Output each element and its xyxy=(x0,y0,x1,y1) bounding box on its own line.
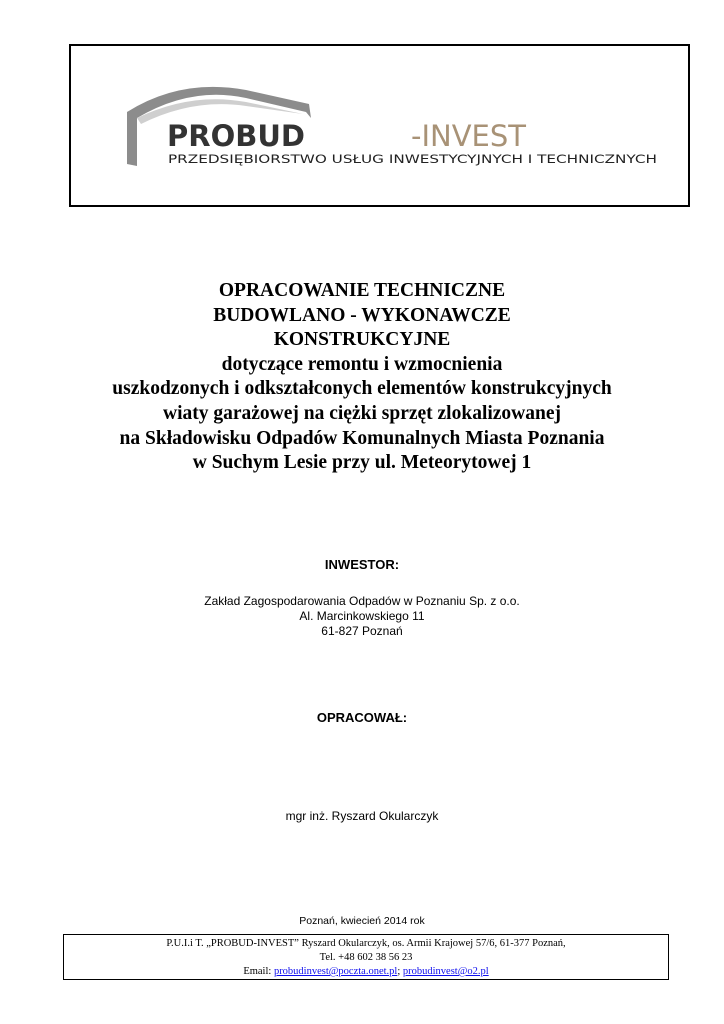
brand-accent-text: -INVEST xyxy=(411,119,526,153)
email-separator: ; xyxy=(397,966,403,977)
investor-street: Al. Marcinkowskiego 11 xyxy=(299,609,425,623)
title-line: OPRACOWANIE TECHNICZNE xyxy=(218,280,506,301)
place-date: Poznań, kwiecień 2014 rok xyxy=(299,915,425,927)
title-line: KONSTRUKCYJNE xyxy=(273,329,451,351)
footer-email-line xyxy=(64,965,668,979)
title-line: dotyczące remontu i wzmocnienia xyxy=(221,353,503,375)
author-name: mgr inż. Ryszard Okularczyk xyxy=(285,809,439,823)
investor-name: Zakład Zagospodarowania Odpadów w Poznaniu Sp. z o.o. xyxy=(204,594,520,608)
title-line: na Składowisku Odpadów Komunalnych Miasta Poznania xyxy=(119,427,605,449)
brand-dark-text: PROBUD xyxy=(167,119,305,153)
email-link-onet[interactable]: probudinvest@poczta.onet.pl xyxy=(273,966,398,977)
document-title xyxy=(40,279,684,476)
email-label: Email: xyxy=(243,966,274,977)
footer-address: P.U.I.i T. „PROBUD-INVEST” Ryszard Okularczyk, os. Armii Krajowej 57/6, 61-377 Poznań, xyxy=(166,938,566,949)
title-line: w Suchym Lesie przy ul. Meteorytowej 1 xyxy=(192,452,532,474)
title-line: uszkodzonych i odkształconych elementów konstrukcyjnych xyxy=(112,378,612,400)
title-line: wiaty garażowej na ciężki sprzęt zlokalizowanej xyxy=(162,402,562,424)
email-link-o2[interactable]: probudinvest@o2.pl xyxy=(402,966,489,977)
brand-tagline: PRZEDSIĘBIORSTWO USŁUG INWESTYCYJNYCH I TECHNICZNYCH xyxy=(168,153,657,166)
footer-phone: Tel. +48 602 38 56 23 xyxy=(319,952,413,963)
author-label: OPRACOWAŁ: xyxy=(316,710,408,725)
company-logo xyxy=(71,46,688,205)
footer-contact xyxy=(63,934,669,980)
logo-frame xyxy=(69,44,690,207)
title-line: BUDOWLANO - WYKONAWCZE xyxy=(213,304,511,326)
investor-city: 61-827 Poznań xyxy=(321,624,403,638)
investor-label: INWESTOR: xyxy=(324,557,400,572)
